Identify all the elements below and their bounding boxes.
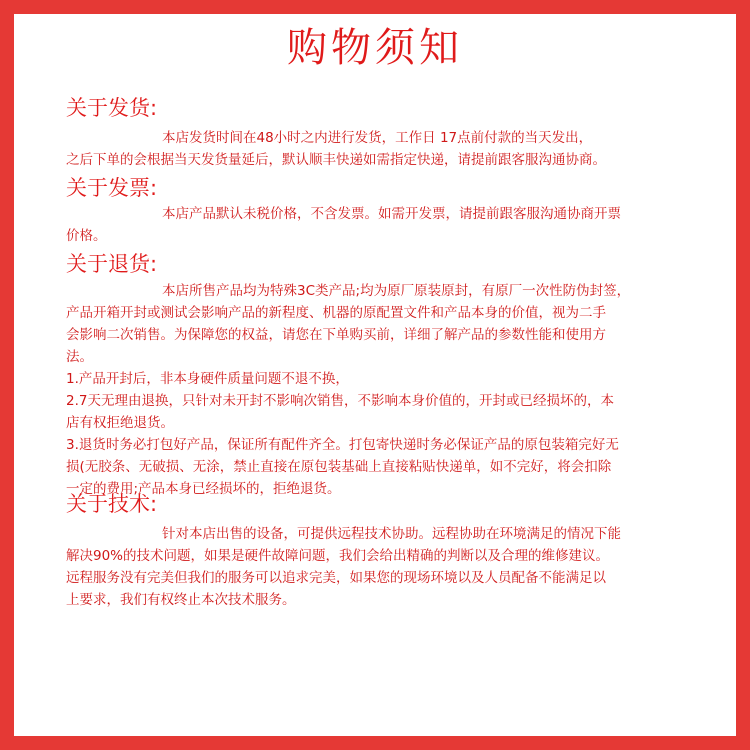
technical-line: 远程服务没有完美但我们的服务可以追求完美，如果您的现场环境以及人员配备不能满足以 [66, 570, 606, 586]
shipping-line: 本店发货时间在48小时之内进行发货，工作日 17点前付款的当天发出， [162, 130, 593, 146]
invoice-line: 本店产品默认未税价格，不含发票。如需开发票，请提前跟客服沟通协商开票 [162, 206, 621, 222]
returns-line: 2.7天无理由退换，只针对未开封不影响次销售，不影响本身价值的，开封或已经损坏的，本 [66, 393, 614, 409]
section-body-technical [66, 523, 706, 611]
returns-line: 会影响二次销售。为保障您的权益，请您在下单购买前，详细了解产品的参数性能和使用方 [66, 327, 606, 343]
section-body-shipping [66, 127, 706, 171]
invoice-line: 价格。 [66, 228, 107, 244]
returns-line: 3.退货时务必打包好产品，保证所有配件齐全。打包寄快递时务必保证产品的原包装箱完好无 [66, 437, 619, 453]
section-heading-technical: 关于技术: [66, 492, 158, 516]
technical-line: 上要求，我们有权终止本次技术服务。 [66, 592, 296, 608]
returns-line: 一定的费用;产品本身已经损坏的，拒绝退货。 [66, 481, 341, 497]
section-heading-returns: 关于退货: [66, 252, 158, 276]
returns-line: 产品开箱开封或测试会影响产品的新程度、机器的原配置文件和产品本身的价值，视为二手 [66, 305, 606, 321]
returns-line: 1.产品开封后，非本身硬件质量问题不退不换， [66, 371, 349, 387]
returns-line: 损(无胶条、无破损、无涂，禁止直接在原包装基础上直接粘贴快递单，如不完好，将会扣除 [66, 459, 612, 475]
page-title: 购物须知 [287, 25, 463, 71]
returns-line: 法。 [66, 349, 93, 365]
shipping-line: 之后下单的会根据当天发货量延后，默认顺丰快递如需指定快递，请提前跟客服沟通协商。 [66, 152, 606, 168]
returns-line: 店有权拒绝退货。 [66, 415, 174, 431]
returns-line: 本店所售产品均为特殊3C类产品;均为原厂原装原封，有原厂一次性防伪封签， [162, 283, 631, 299]
section-body-invoice [66, 203, 706, 247]
technical-line: 针对本店出售的设备，可提供远程技术协助。远程协助在环境满足的情况下能 [162, 526, 621, 542]
section-body-returns [66, 280, 706, 500]
section-heading-invoice: 关于发票: [66, 176, 158, 200]
technical-line: 解决90%的技术问题，如果是硬件故障问题，我们会给出精确的判断以及合理的维修建议。 [66, 548, 610, 564]
section-heading-shipping: 关于发货: [66, 96, 158, 120]
